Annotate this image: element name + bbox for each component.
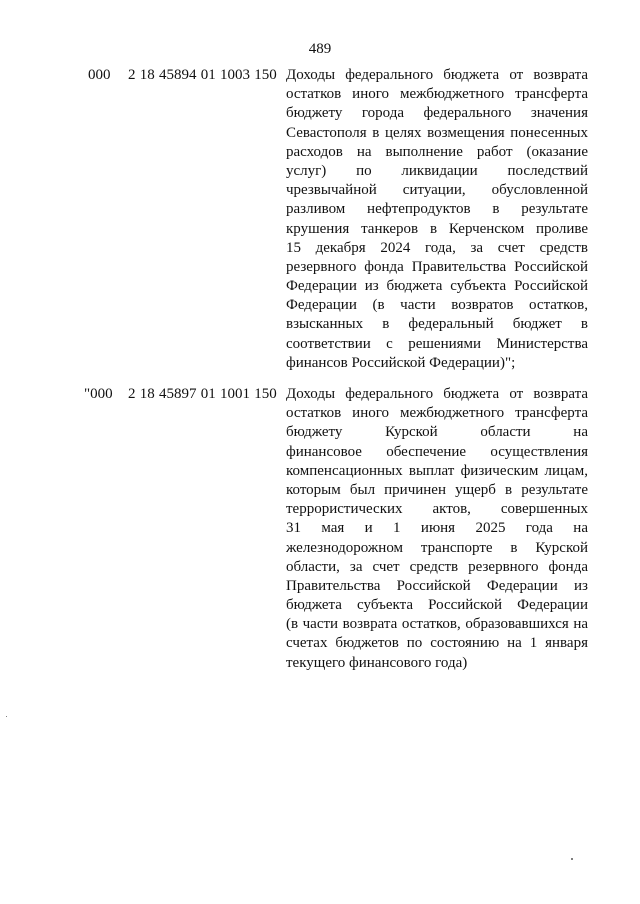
description-line: остатков иного межбюджетного трансферта — [286, 86, 588, 103]
description-line: расходов на выполнение работ (оказание — [286, 143, 588, 160]
description-line: чрезвычайной ситуации, обусловленной — [286, 182, 588, 199]
scan-speck — [6, 716, 7, 717]
description-line: Федерации из бюджета субъекта Российской — [286, 278, 588, 295]
page-number: 489 — [308, 41, 332, 57]
description-line: взысканных в федеральный бюджет в — [286, 316, 588, 333]
description-line: бюджету города федерального значения — [286, 105, 588, 122]
entry-description — [286, 66, 588, 373]
description-line: Федерации (в части возвратов остатков, — [286, 297, 588, 314]
description-line: Севастополя в целях возмещения понесенных — [286, 124, 588, 141]
entry-description — [286, 385, 588, 673]
description-line: Доходы федерального бюджета от возврата — [286, 386, 588, 402]
description-line: разливом нефтепродуктов в результате — [286, 201, 588, 218]
description-line: области, за счет средств резервного фонда — [286, 558, 588, 575]
admin-code: 000 — [88, 67, 111, 83]
description-line: финансов Российской Федерации)"; — [286, 354, 516, 371]
description-line: Правительства Российской Федерации из — [286, 577, 588, 594]
description-line: соответствии с решениями Министерства — [286, 335, 588, 352]
description-line: Доходы федерального бюджета от возврата — [286, 67, 588, 83]
admin-code: "000 — [84, 386, 113, 402]
description-line: (в части возврата остатков, образовавшихся на — [286, 616, 588, 633]
description-line: услуг) по ликвидации последствий — [286, 162, 588, 179]
scan-speck — [571, 858, 573, 860]
description-line: железнодорожном транспорте в Курской — [286, 539, 588, 556]
description-line: крушения танкеров в Керченском проливе — [286, 220, 588, 237]
budget-classification-code: 2 18 45897 01 1001 150 — [128, 386, 277, 402]
description-line: бюджету Курской области на — [286, 424, 588, 441]
description-line: резервного фонда Правительства Российской — [286, 258, 588, 275]
description-line: текущего финансового года) — [286, 654, 468, 671]
description-line: счетах бюджетов по состоянию на 1 января — [286, 635, 588, 652]
description-line: компенсационных выплат физическим лицам, — [286, 462, 588, 479]
description-line: остатков иного межбюджетного трансферта — [286, 405, 588, 422]
description-line: 31 мая и 1 июня 2025 года на — [286, 520, 588, 537]
description-line: которым был причинен ущерб в результате — [286, 481, 588, 498]
description-line: бюджета субъекта Российской Федерации — [286, 597, 588, 614]
description-line: 15 декабря 2024 года, за счет средств — [286, 239, 588, 256]
description-line: террористических актов, совершенных — [286, 501, 588, 518]
budget-classification-code: 2 18 45894 01 1003 150 — [128, 67, 277, 83]
description-line: финансовое обеспечение осуществления — [286, 443, 588, 460]
